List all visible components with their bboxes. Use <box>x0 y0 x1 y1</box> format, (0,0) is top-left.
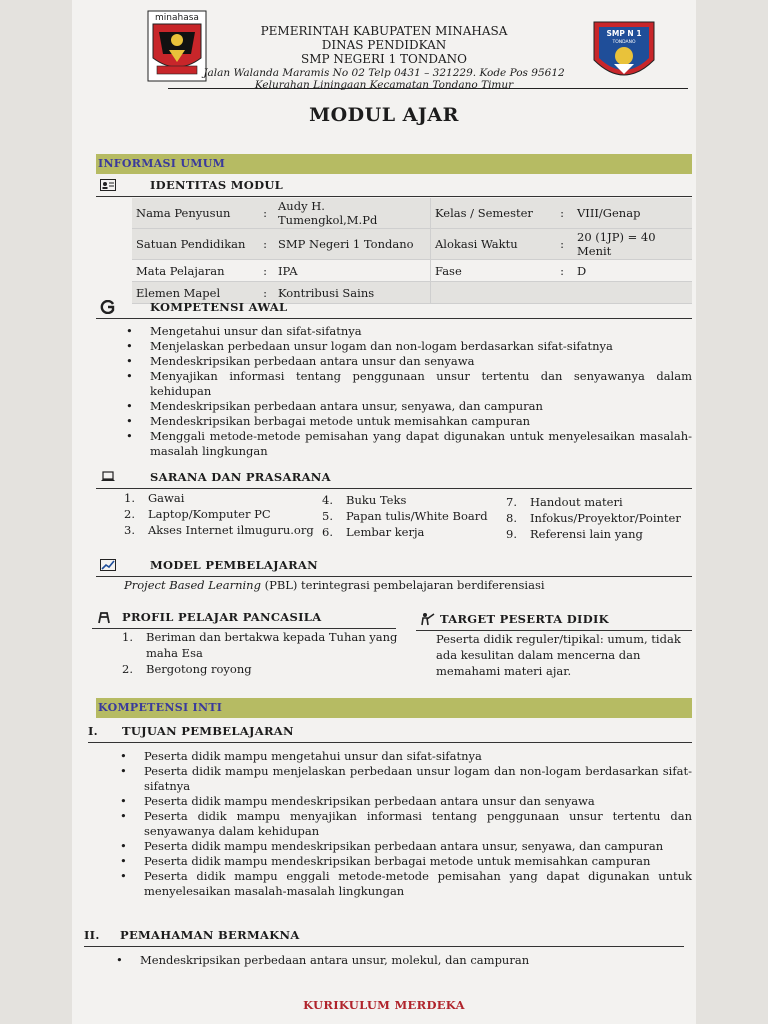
list-item: • Peserta didik mampu mendeskripsikan perbedaan antara unsur, senyawa, dan campuran <box>144 839 692 854</box>
model-heading: MODEL PEMBELAJARAN <box>150 558 318 572</box>
tujuan-list <box>144 749 692 899</box>
table-colon: : <box>551 229 573 260</box>
target-text: Peserta didik reguler/tipikal: umum, tidak ada kesulitan dalam mencerna dan memahami materi ajar. <box>436 632 681 678</box>
sarana-section <box>96 468 692 489</box>
table-value: SMP Negeri 1 Tondano <box>274 229 431 260</box>
list-item: 6. Lembar kerja <box>322 525 425 539</box>
tujuan-section <box>88 722 692 743</box>
list-item: • Peserta didik mampu mendeskripsikan perbedaan antara unsur dan senyawa <box>144 794 692 809</box>
list-item: 1. Gawai <box>124 491 185 505</box>
table-colon: : <box>256 282 274 304</box>
table-value: VIII/Genap <box>573 198 692 229</box>
pemahaman-number: II. <box>84 928 100 942</box>
list-item: • Mengetahui unsur dan sifat-sifatnya <box>150 324 692 339</box>
header-kelurahan: Kelurahan Liningaan Kecamatan Tondano Timur <box>254 79 514 91</box>
pemahaman-list <box>140 953 684 968</box>
table-value: Audy H. Tumengkol,M.Pd <box>274 198 431 229</box>
header-line-2: DINAS PENDIDKAN <box>321 38 447 52</box>
sarana-heading: SARANA DAN PRASARANA <box>150 470 331 484</box>
header-line-1: PEMERINTAH KABUPATEN MINAHASA <box>260 24 508 38</box>
chart-icon <box>100 558 116 572</box>
table-value: Kontribusi Sains <box>274 282 431 304</box>
list-item: 2. Laptop/Komputer PC <box>124 507 271 521</box>
sarana-column-2 <box>322 492 488 540</box>
g-letter-icon <box>100 300 116 314</box>
page-title: MODUL AJAR <box>309 104 459 126</box>
list-item: • Mendeskripsikan perbedaan antara unsur dan senyawa <box>150 354 692 369</box>
identitas-heading: IDENTITAS MODUL <box>150 178 284 192</box>
list-item: 7. Handout materi <box>506 495 623 509</box>
table-colon: : <box>256 198 274 229</box>
kompetensi-awal-heading: KOMPETENSI AWAL <box>150 300 288 314</box>
model-section <box>96 556 692 577</box>
table-key: Satuan Pendidikan <box>132 229 256 260</box>
list-item: • Menyajikan informasi tentang penggunaan unsur tertentu dan senyawanya dalam kehidupan <box>150 369 692 399</box>
list-item: 1. Beriman dan bertakwa kepada Tuhan yang <box>122 630 398 644</box>
list-item: • Mendeskripsikan perbedaan antara unsur, molekul, dan campuran <box>140 953 684 968</box>
smp-logo-subtext: TONDANO <box>612 40 636 45</box>
list-item: 8. Infokus/Proyektor/Pointer <box>506 511 681 525</box>
table-row <box>132 229 692 260</box>
kompetensi-awal-list <box>150 324 692 459</box>
list-item: • Menggali metode-metode pemisahan yang dapat digunakan untuk menyelesaikan masalah-masalah lingkungan <box>150 429 692 459</box>
list-item: • Peserta didik mampu menjelaskan perbedaan unsur logam dan non-logam berdasarkan sifat-sifatnya <box>144 764 692 794</box>
header-address: Jalan Walanda Maramis No 02 Telp 0431 – 321229. Kode Pos 95612 <box>203 67 565 79</box>
smp-logo-text: SMP N 1 <box>606 29 642 38</box>
kompetensi-inti-band <box>96 698 692 718</box>
informasi-umum-band <box>96 154 692 174</box>
sarana-column-1 <box>124 490 314 538</box>
list-item: 9. Referensi lain yang <box>506 527 643 541</box>
profil-list <box>122 629 397 677</box>
informasi-umum-label: INFORMASI UMUM <box>98 157 226 170</box>
list-item: 3. Akses Internet ilmuguru.org <box>124 523 314 537</box>
table-key: Alokasi Waktu <box>431 229 552 260</box>
profil-heading: PROFIL PELAJAR PANCASILA <box>122 610 322 624</box>
model-text: Project Based Learning (PBL) terintegrasi pembelajaran berdiferensiasi <box>124 578 545 592</box>
list-item: • Peserta didik mampu mendeskripsikan berbagai metode untuk memisahkan campuran <box>144 854 692 869</box>
table-key: Elemen Mapel <box>132 282 256 304</box>
table-row <box>132 198 692 229</box>
kompetensi-awal-section <box>96 298 692 319</box>
list-item: • Peserta didik mampu mengetahui unsur dan sifat-sifatnya <box>144 749 692 764</box>
pemahaman-heading: PEMAHAMAN BERMAKNA <box>120 928 300 942</box>
header-line-3: SMP NEGERI 1 TONDANO <box>300 52 467 66</box>
list-item: 2. Bergotong royong <box>122 662 252 676</box>
table-key: Fase <box>431 260 552 282</box>
identitas-section <box>96 176 692 197</box>
table-value: IPA <box>274 260 431 282</box>
person-icon <box>96 610 112 624</box>
list-item: • Mendeskripsikan perbedaan antara unsur, senyawa, dan campuran <box>150 399 692 414</box>
table-value: D <box>573 260 692 282</box>
list-item: • Mendeskripsikan berbagai metode untuk memisahkan campuran <box>150 414 692 429</box>
teacher-icon <box>420 612 436 626</box>
list-item: • Peserta didik mampu menyajikan informasi tentang penggunaan unsur tertentu dan senyawanya dalam kehidupan <box>144 809 692 839</box>
target-section <box>416 610 692 631</box>
document-page <box>72 0 696 1024</box>
table-value: 20 (1JP) = 40 Menit <box>573 229 692 260</box>
table-colon: : <box>256 260 274 282</box>
table-colon: : <box>256 229 274 260</box>
target-heading: TARGET PESERTA DIDIK <box>440 612 609 626</box>
table-key: Kelas / Semester <box>431 198 552 229</box>
footer-label: KURIKULUM MERDEKA <box>303 998 465 1012</box>
list-item: 5. Papan tulis/White Board <box>322 509 488 523</box>
table-colon: : <box>551 260 573 282</box>
header-rule <box>168 88 688 89</box>
list-item: maha Esa <box>146 646 203 660</box>
table-row <box>132 260 692 282</box>
table-key: Mata Pelajaran <box>132 260 256 282</box>
pemahaman-section <box>84 926 684 947</box>
kompetensi-inti-label: KOMPETENSI INTI <box>98 701 223 714</box>
id-card-icon <box>100 178 116 192</box>
table-key: Nama Penyusun <box>132 198 256 229</box>
list-item: 4. Buku Teks <box>322 493 407 507</box>
table-colon: : <box>551 198 573 229</box>
minahasa-logo-text: minahasa <box>155 13 199 23</box>
tujuan-number: I. <box>88 724 98 738</box>
profil-section <box>92 608 396 629</box>
list-item: • Peserta didik mampu enggali metode-metode pemisahan yang dapat digunakan untuk menyelesaikan masalah-masalah lingkungan <box>144 869 692 899</box>
list-item: • Menjelaskan perbedaan unsur logam dan non-logam berdasarkan sifat-sifatnya <box>150 339 692 354</box>
laptop-icon <box>100 470 116 484</box>
tujuan-heading: TUJUAN PEMBELAJARAN <box>122 724 294 738</box>
sarana-column-3 <box>506 494 681 542</box>
identitas-table <box>132 198 692 304</box>
